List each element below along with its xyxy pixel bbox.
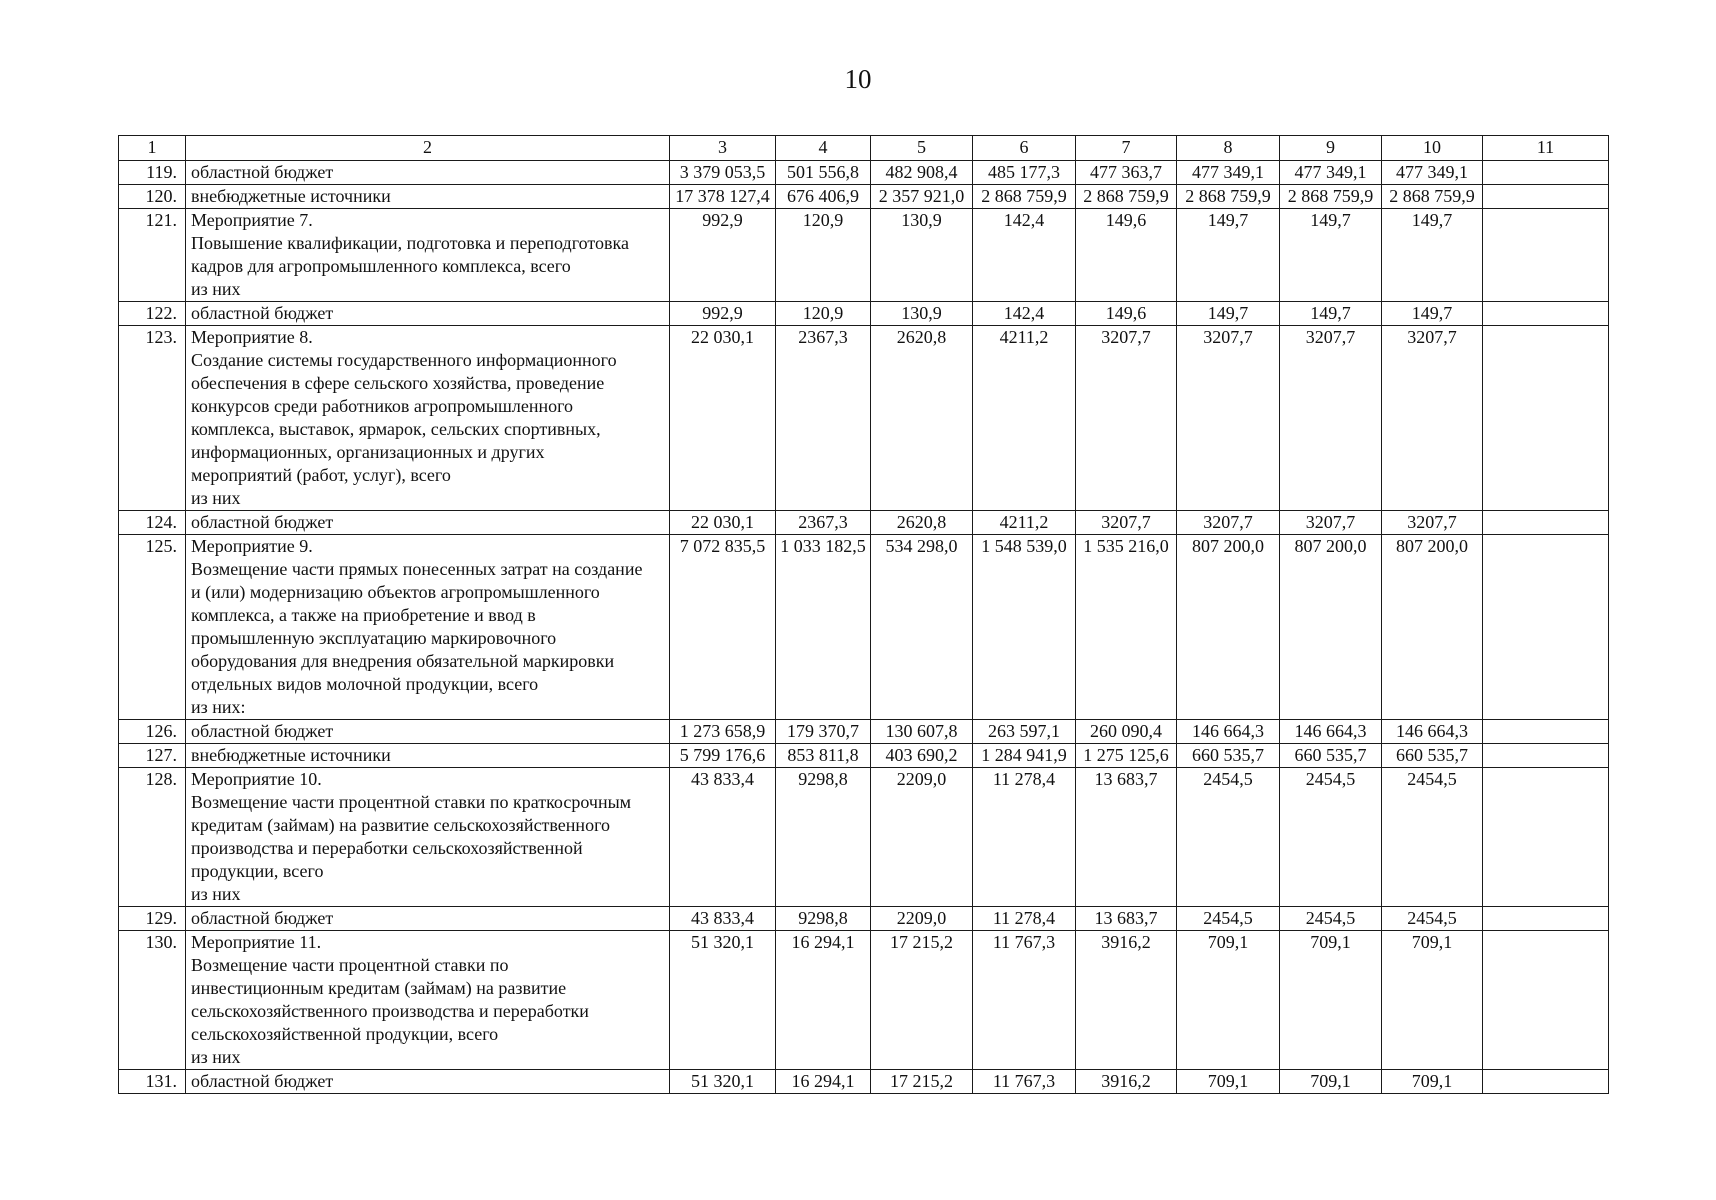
- value-cell: 146 664,3: [1177, 720, 1280, 744]
- value-cell: 130 607,8: [871, 720, 973, 744]
- description-line: областной бюджет: [191, 512, 334, 532]
- header-cell: 3: [670, 136, 776, 161]
- value-cell: 3207,7: [1382, 326, 1483, 511]
- value-cell: 146 664,3: [1280, 720, 1382, 744]
- value-cell: 149,7: [1177, 302, 1280, 326]
- value-cell: 2454,5: [1382, 907, 1483, 931]
- value-cell: 2 868 759,9: [973, 185, 1076, 209]
- value-cell: 260 090,4: [1076, 720, 1177, 744]
- header-cell: 9: [1280, 136, 1382, 161]
- header-cell: 4: [776, 136, 871, 161]
- row-description: [186, 326, 670, 511]
- row-description: [186, 535, 670, 720]
- value-cell: 2 868 759,9: [1382, 185, 1483, 209]
- value-cell: 9298,8: [776, 768, 871, 907]
- row-description: [186, 931, 670, 1070]
- row-description: [186, 185, 670, 209]
- value-cell: 3207,7: [1177, 326, 1280, 511]
- value-cell: 22 030,1: [670, 326, 776, 511]
- description-line: оборудования для внедрения обязательной маркировки: [191, 651, 615, 671]
- value-cell: 2367,3: [776, 511, 871, 535]
- value-cell: 992,9: [670, 209, 776, 302]
- value-cell: [1483, 931, 1609, 1070]
- row-number: 128.: [119, 768, 186, 907]
- value-cell: 660 535,7: [1177, 744, 1280, 768]
- value-cell: 5 799 176,6: [670, 744, 776, 768]
- table-row: [119, 302, 1609, 326]
- table-row: [119, 720, 1609, 744]
- budget-table: [118, 135, 1609, 1094]
- value-cell: 3207,7: [1382, 511, 1483, 535]
- value-cell: 2209,0: [871, 768, 973, 907]
- value-cell: 2454,5: [1280, 907, 1382, 931]
- description-line: продукции, всего: [191, 861, 324, 881]
- value-cell: 4211,2: [973, 511, 1076, 535]
- description-line: областной бюджет: [191, 908, 334, 928]
- value-cell: [1483, 720, 1609, 744]
- value-cell: 146 664,3: [1382, 720, 1483, 744]
- header-cell: 2: [186, 136, 670, 161]
- description-line: отдельных видов молочной продукции, всего: [191, 674, 539, 694]
- value-cell: 17 378 127,4: [670, 185, 776, 209]
- table-row: [119, 744, 1609, 768]
- row-number: 124.: [119, 511, 186, 535]
- row-number: 130.: [119, 931, 186, 1070]
- table-row: [119, 185, 1609, 209]
- table-row: [119, 161, 1609, 185]
- row-number: 122.: [119, 302, 186, 326]
- table-row: [119, 768, 1609, 907]
- value-cell: [1483, 1070, 1609, 1094]
- row-description: [186, 161, 670, 185]
- value-cell: 1 273 658,9: [670, 720, 776, 744]
- value-cell: 4211,2: [973, 326, 1076, 511]
- value-cell: 3 379 053,5: [670, 161, 776, 185]
- header-cell: 10: [1382, 136, 1483, 161]
- value-cell: 709,1: [1177, 1070, 1280, 1094]
- description-line: из них: [191, 884, 241, 904]
- value-cell: 3207,7: [1076, 326, 1177, 511]
- value-cell: 853 811,8: [776, 744, 871, 768]
- value-cell: 263 597,1: [973, 720, 1076, 744]
- value-cell: 51 320,1: [670, 931, 776, 1070]
- value-cell: 2454,5: [1177, 907, 1280, 931]
- description-line: Мероприятие 10.: [191, 769, 322, 789]
- value-cell: 709,1: [1382, 931, 1483, 1070]
- value-cell: [1483, 744, 1609, 768]
- value-cell: 120,9: [776, 209, 871, 302]
- value-cell: 709,1: [1280, 1070, 1382, 1094]
- table-row: [119, 535, 1609, 720]
- value-cell: 16 294,1: [776, 1070, 871, 1094]
- row-number: 126.: [119, 720, 186, 744]
- description-line: внебюджетные источники: [191, 745, 391, 765]
- header-cell: 1: [119, 136, 186, 161]
- row-number: 131.: [119, 1070, 186, 1094]
- value-cell: 149,6: [1076, 209, 1177, 302]
- value-cell: [1483, 185, 1609, 209]
- description-line: сельскохозяйственного производства и переработки: [191, 1001, 589, 1021]
- value-cell: 3916,2: [1076, 931, 1177, 1070]
- header-cell: 6: [973, 136, 1076, 161]
- value-cell: [1483, 535, 1609, 720]
- description-line: Мероприятие 7.: [191, 210, 313, 230]
- value-cell: 3207,7: [1280, 326, 1382, 511]
- value-cell: 403 690,2: [871, 744, 973, 768]
- description-line: из них: [191, 279, 241, 299]
- table-row: [119, 1070, 1609, 1094]
- value-cell: 149,6: [1076, 302, 1177, 326]
- description-line: комплекса, а также на приобретение и ввод в: [191, 605, 536, 625]
- value-cell: [1483, 907, 1609, 931]
- table-row: [119, 511, 1609, 535]
- value-cell: 17 215,2: [871, 1070, 973, 1094]
- value-cell: 120,9: [776, 302, 871, 326]
- value-cell: [1483, 209, 1609, 302]
- page-number: 10: [844, 64, 872, 94]
- value-cell: 3916,2: [1076, 1070, 1177, 1094]
- value-cell: 22 030,1: [670, 511, 776, 535]
- description-line: Возмещение части процентной ставки по краткосрочным: [191, 792, 632, 812]
- value-cell: 11 767,3: [973, 931, 1076, 1070]
- value-cell: 660 535,7: [1382, 744, 1483, 768]
- table-row: [119, 931, 1609, 1070]
- value-cell: 149,7: [1280, 302, 1382, 326]
- description-line: областной бюджет: [191, 1071, 334, 1091]
- description-line: из них: [191, 1047, 241, 1067]
- description-line: внебюджетные источники: [191, 186, 391, 206]
- value-cell: 709,1: [1382, 1070, 1483, 1094]
- value-cell: [1483, 511, 1609, 535]
- value-cell: 149,7: [1382, 302, 1483, 326]
- value-cell: 477 349,1: [1382, 161, 1483, 185]
- value-cell: 807 200,0: [1382, 535, 1483, 720]
- row-description: [186, 1070, 670, 1094]
- value-cell: 1 284 941,9: [973, 744, 1076, 768]
- description-line: и (или) модернизацию объектов агропромышленного: [191, 582, 600, 602]
- value-cell: 11 767,3: [973, 1070, 1076, 1094]
- value-cell: 1 548 539,0: [973, 535, 1076, 720]
- value-cell: 2454,5: [1177, 768, 1280, 907]
- value-cell: 2209,0: [871, 907, 973, 931]
- value-cell: 3207,7: [1177, 511, 1280, 535]
- value-cell: 11 278,4: [973, 907, 1076, 931]
- description-line: Возмещение части прямых понесенных затрат на создание: [191, 559, 643, 579]
- row-description: [186, 907, 670, 931]
- description-line: Мероприятие 9.: [191, 536, 313, 556]
- value-cell: 142,4: [973, 209, 1076, 302]
- value-cell: 709,1: [1177, 931, 1280, 1070]
- value-cell: 2620,8: [871, 511, 973, 535]
- value-cell: 149,7: [1177, 209, 1280, 302]
- description-line: обеспечения в сфере сельского хозяйства, проведение: [191, 373, 605, 393]
- table-row: [119, 907, 1609, 931]
- value-cell: 477 363,7: [1076, 161, 1177, 185]
- description-line: кадров для агропромышленного комплекса, всего: [191, 256, 571, 276]
- description-line: конкурсов среди работников агропромышленного: [191, 396, 574, 416]
- value-cell: 130,9: [871, 209, 973, 302]
- description-line: Мероприятие 11.: [191, 932, 322, 952]
- value-cell: 1 275 125,6: [1076, 744, 1177, 768]
- value-cell: [1483, 768, 1609, 907]
- value-cell: 17 215,2: [871, 931, 973, 1070]
- value-cell: 2620,8: [871, 326, 973, 511]
- description-line: инвестиционным кредитам (займам) на развитие: [191, 978, 567, 998]
- value-cell: 2 868 759,9: [1076, 185, 1177, 209]
- description-line: информационных, организационных и других: [191, 442, 545, 462]
- value-cell: [1483, 326, 1609, 511]
- row-number: 120.: [119, 185, 186, 209]
- value-cell: 149,7: [1382, 209, 1483, 302]
- value-cell: 149,7: [1280, 209, 1382, 302]
- value-cell: 807 200,0: [1177, 535, 1280, 720]
- value-cell: 179 370,7: [776, 720, 871, 744]
- row-description: [186, 768, 670, 907]
- description-line: комплекса, выставок, ярмарок, сельских спортивных,: [191, 419, 601, 439]
- value-cell: 1 033 182,5: [776, 535, 871, 720]
- value-cell: 2 357 921,0: [871, 185, 973, 209]
- value-cell: 501 556,8: [776, 161, 871, 185]
- table-body: [119, 136, 1609, 1094]
- value-cell: 2454,5: [1280, 768, 1382, 907]
- row-description: [186, 720, 670, 744]
- row-description: [186, 209, 670, 302]
- value-cell: 9298,8: [776, 907, 871, 931]
- value-cell: 3207,7: [1280, 511, 1382, 535]
- value-cell: 43 833,4: [670, 907, 776, 931]
- value-cell: 7 072 835,5: [670, 535, 776, 720]
- description-line: областной бюджет: [191, 303, 334, 323]
- value-cell: 807 200,0: [1280, 535, 1382, 720]
- row-description: [186, 302, 670, 326]
- header-cell: 7: [1076, 136, 1177, 161]
- value-cell: 1 535 216,0: [1076, 535, 1177, 720]
- value-cell: 2 868 759,9: [1177, 185, 1280, 209]
- value-cell: 477 349,1: [1280, 161, 1382, 185]
- description-line: Создание системы государственного информационного: [191, 350, 617, 370]
- value-cell: 676 406,9: [776, 185, 871, 209]
- description-line: Повышение квалификации, подготовка и переподготовка: [191, 233, 629, 253]
- value-cell: 2 868 759,9: [1280, 185, 1382, 209]
- row-number: 127.: [119, 744, 186, 768]
- value-cell: 142,4: [973, 302, 1076, 326]
- description-line: областной бюджет: [191, 162, 334, 182]
- header-cell: 8: [1177, 136, 1280, 161]
- value-cell: 534 298,0: [871, 535, 973, 720]
- description-line: кредитам (займам) на развитие сельскохозяйственного: [191, 815, 611, 835]
- description-line: сельскохозяйственной продукции, всего: [191, 1024, 499, 1044]
- description-line: Возмещение части процентной ставки по: [191, 955, 509, 975]
- row-description: [186, 511, 670, 535]
- value-cell: 16 294,1: [776, 931, 871, 1070]
- value-cell: [1483, 302, 1609, 326]
- value-cell: 992,9: [670, 302, 776, 326]
- row-number: 125.: [119, 535, 186, 720]
- description-line: Мероприятие 8.: [191, 327, 313, 347]
- value-cell: [1483, 161, 1609, 185]
- value-cell: 51 320,1: [670, 1070, 776, 1094]
- description-line: производства и переработки сельскохозяйственной: [191, 838, 583, 858]
- value-cell: 482 908,4: [871, 161, 973, 185]
- header-row: [119, 136, 1609, 161]
- value-cell: 11 278,4: [973, 768, 1076, 907]
- row-description: [186, 744, 670, 768]
- row-number: 123.: [119, 326, 186, 511]
- description-line: из них: [191, 488, 241, 508]
- row-number: 129.: [119, 907, 186, 931]
- value-cell: 3207,7: [1076, 511, 1177, 535]
- value-cell: 660 535,7: [1280, 744, 1382, 768]
- header-cell: 11: [1483, 136, 1609, 161]
- value-cell: 2367,3: [776, 326, 871, 511]
- row-number: 119.: [119, 161, 186, 185]
- table-row: [119, 209, 1609, 302]
- value-cell: 13 683,7: [1076, 907, 1177, 931]
- value-cell: 43 833,4: [670, 768, 776, 907]
- value-cell: 477 349,1: [1177, 161, 1280, 185]
- description-line: областной бюджет: [191, 721, 334, 741]
- value-cell: 2454,5: [1382, 768, 1483, 907]
- value-cell: 485 177,3: [973, 161, 1076, 185]
- description-line: из них:: [191, 697, 246, 717]
- header-cell: 5: [871, 136, 973, 161]
- row-number: 121.: [119, 209, 186, 302]
- description-line: промышленную эксплуатацию маркировочного: [191, 628, 557, 648]
- description-line: мероприятий (работ, услуг), всего: [191, 465, 451, 485]
- value-cell: 130,9: [871, 302, 973, 326]
- table-row: [119, 326, 1609, 511]
- value-cell: 13 683,7: [1076, 768, 1177, 907]
- value-cell: 709,1: [1280, 931, 1382, 1070]
